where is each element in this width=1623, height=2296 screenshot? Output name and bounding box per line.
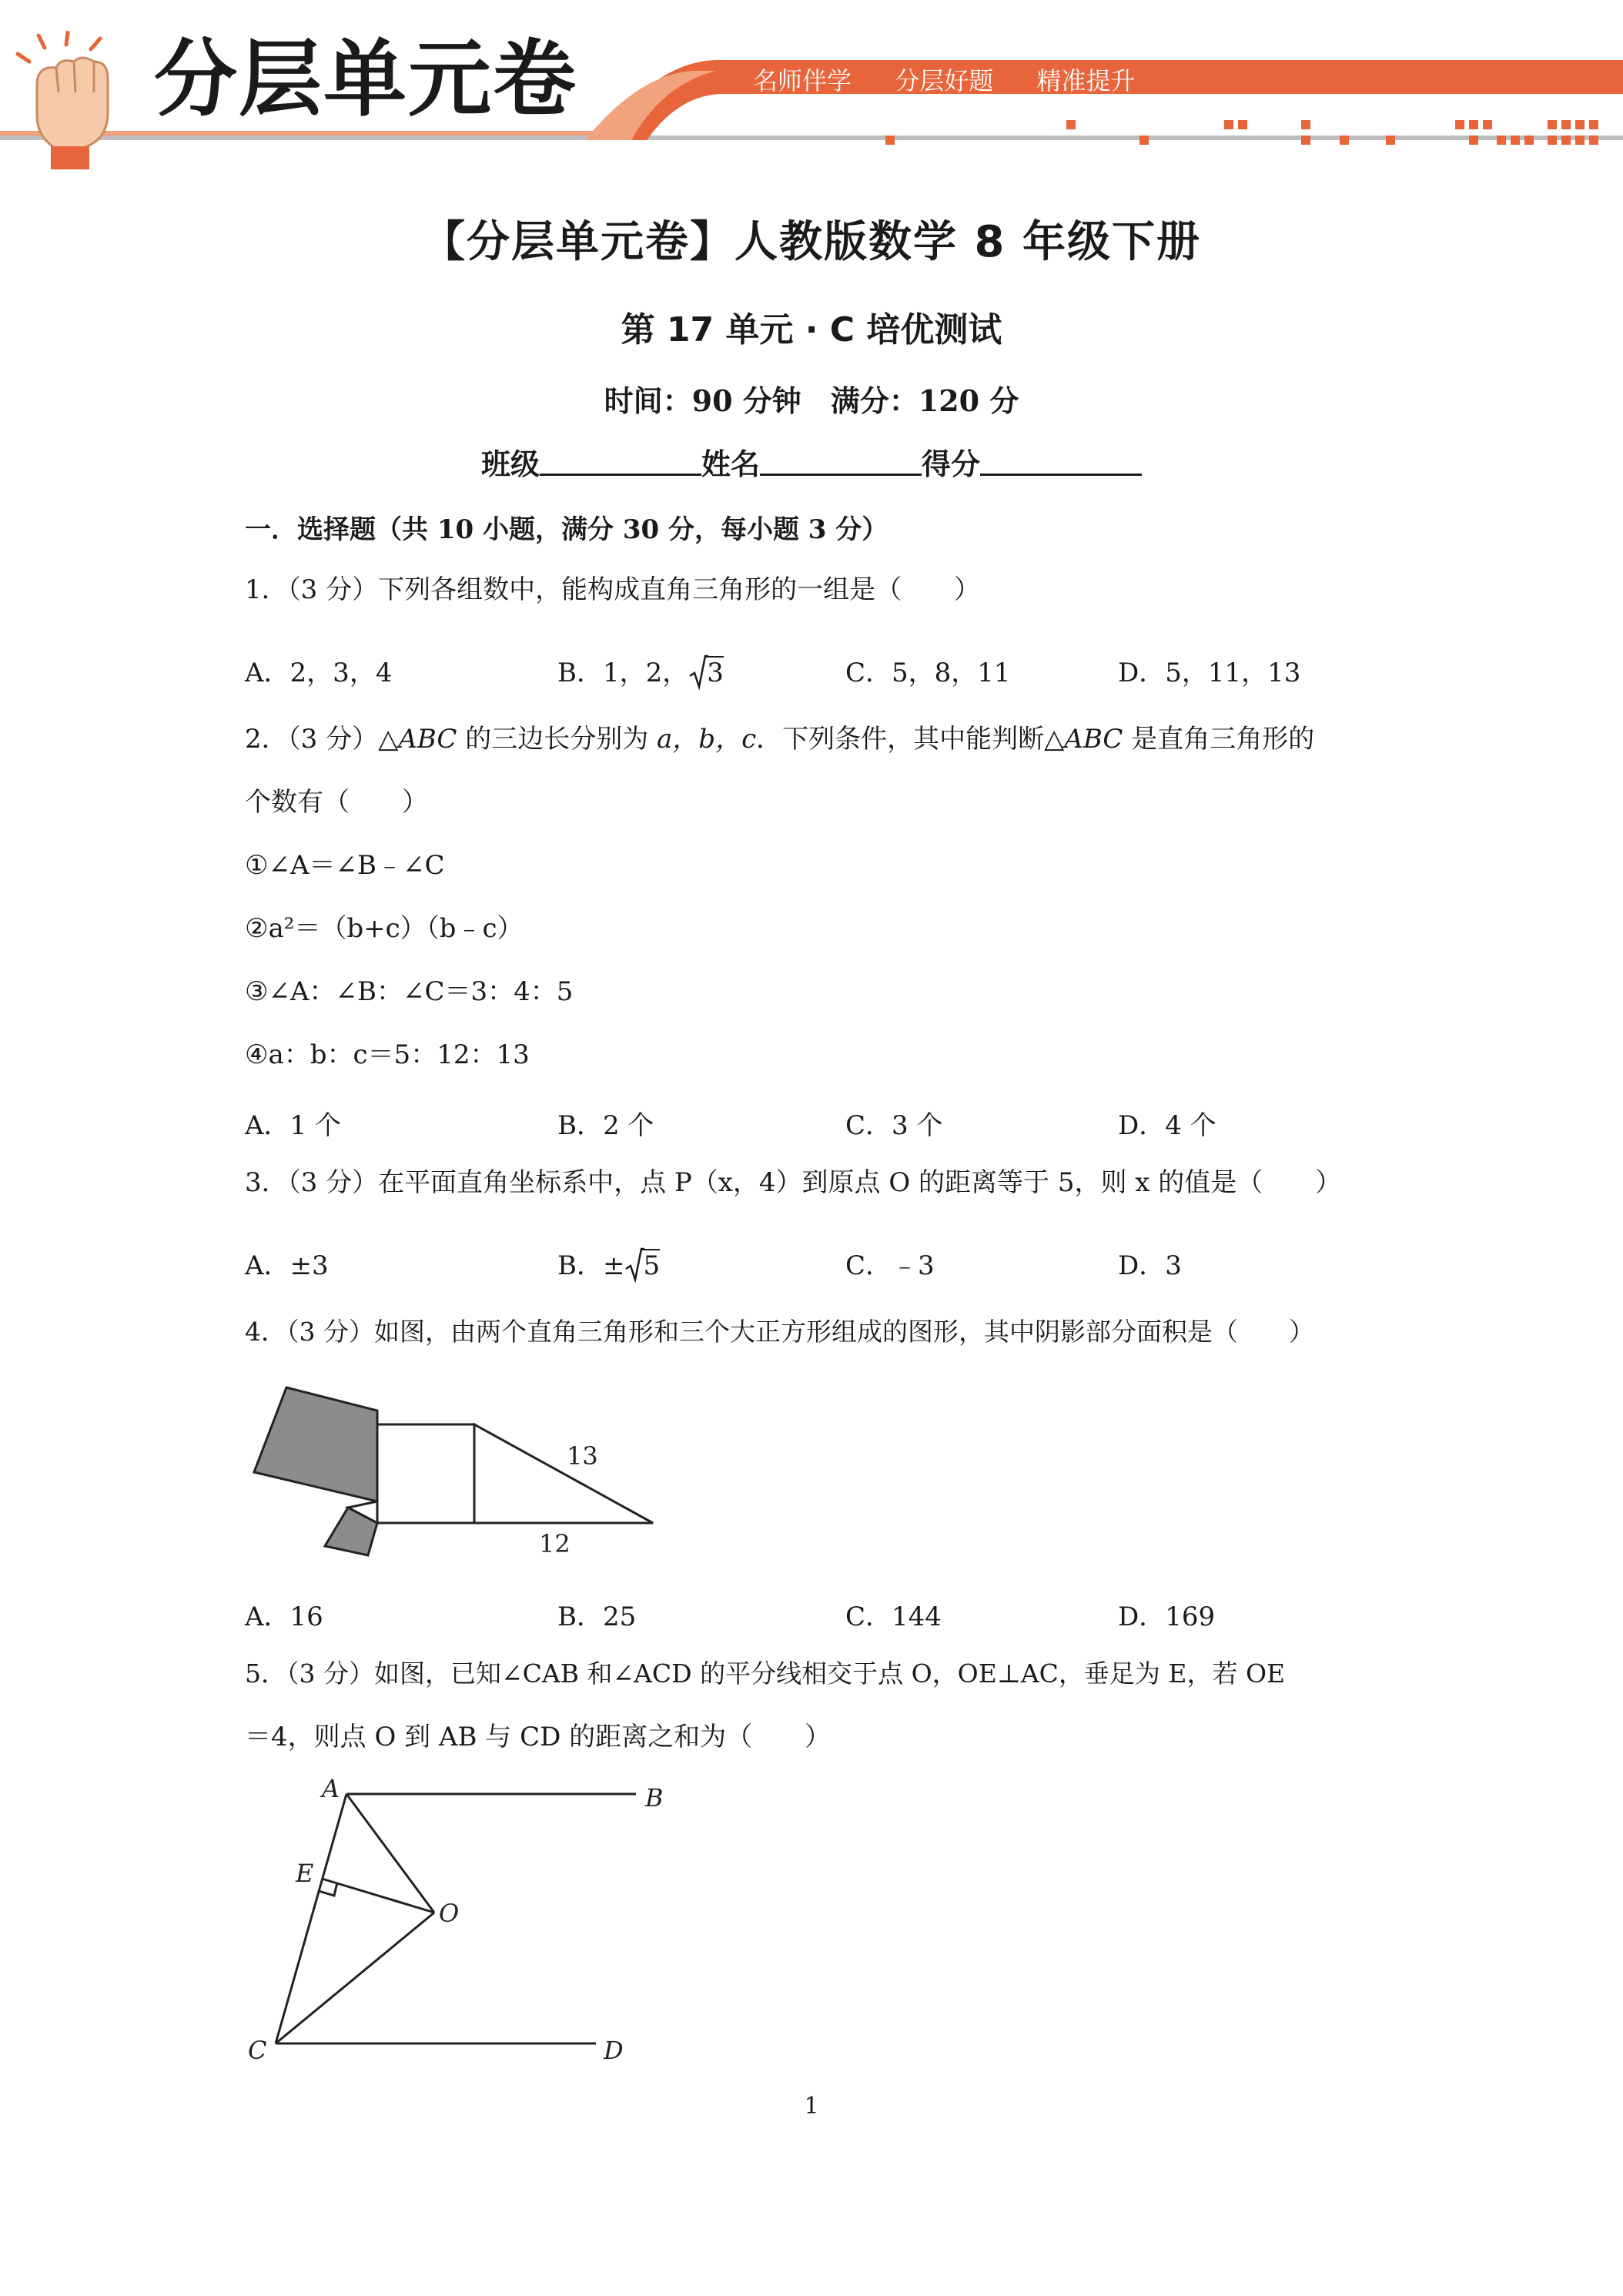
field-label-class: 班级	[480, 447, 540, 481]
q2-option-a: A．1 个	[245, 1110, 341, 1141]
sqrt-radicand: 5	[643, 1250, 661, 1281]
question-2-stem-cont: 个数有（ ）	[245, 787, 428, 818]
q4-label-base: 12	[539, 1529, 571, 1558]
q2-condition-3: ③∠A：∠B：∠C＝3：4：5	[245, 976, 574, 1007]
score-blank[interactable]	[980, 446, 1142, 476]
time-score-line: 时间：90 分钟 满分：120 分	[604, 383, 1019, 418]
q3-option-b: B．± 5	[557, 1250, 661, 1281]
q5-label-b: B	[645, 1783, 664, 1812]
q1-option-c: C．5，8，11	[845, 658, 1011, 688]
q1-option-b: B．1，2， 3	[557, 658, 724, 688]
name-blank[interactable]	[760, 446, 922, 476]
q5-label-a: A	[322, 1774, 340, 1803]
page-title: 【分层单元卷】人教版数学 8 年级下册	[422, 217, 1201, 267]
q4-figure	[245, 1378, 661, 1571]
field-label-score: 得分	[922, 447, 981, 481]
q2-condition-4: ④a：b：c＝5：12：13	[245, 1039, 530, 1070]
slogan-item: 分层好题	[895, 66, 994, 95]
slogan-item: 名师伴学	[753, 66, 852, 95]
q2-condition-1: ①∠A＝∠B﹣∠C	[245, 850, 445, 881]
fist-icon	[14, 31, 129, 169]
q4-label-hyp: 13	[567, 1441, 598, 1471]
q2-option-b: B．2 个	[557, 1110, 654, 1141]
question-3-stem: 3．（3 分）在平面直角坐标系中，点 P（x，4）到原点 O 的距离等于 5，则 x 的值是（ ）	[245, 1167, 1342, 1198]
q2-option-d: D．4 个	[1118, 1110, 1216, 1141]
q4-option-b: B．25	[557, 1602, 637, 1632]
page-subtitle: 第 17 单元 · C 培优测试	[621, 310, 1002, 350]
q4-option-d: D．169	[1118, 1602, 1216, 1632]
q2-condition-2: ②a²＝（b+c）（b﹣c）	[245, 913, 524, 944]
q5-label-c: C	[248, 2036, 267, 2063]
question-2-stem: 2．（3 分）△ABC 的三边长分别为 a，b，c．下列条件，其中能判断△ABC 是直角三角形的	[245, 724, 1315, 755]
q1-option-a: A．2，3，4	[245, 658, 393, 688]
sqrt-radicand: 3	[707, 658, 724, 688]
question-5-stem: 5．（3 分）如图，已知∠CAB 和∠ACD 的平分线相交于点 O，OE⊥AC，垂足为 E，若 OE	[245, 1658, 1286, 1689]
brand-title: 分层单元卷	[154, 32, 578, 128]
student-fields	[0, 440, 1623, 483]
q2-option-c: C．3 个	[845, 1110, 943, 1141]
field-label-name: 姓名	[701, 447, 760, 481]
q5-figure	[245, 1771, 676, 2063]
section-heading: 一．选择题（共 10 小题，满分 30 分，每小题 3 分）	[245, 514, 888, 545]
question-5-stem-cont: ＝4，则点 O 到 AB 与 CD 的距离之和为（ ）	[245, 1722, 832, 1752]
q5-label-o: O	[439, 1899, 460, 1928]
class-blank[interactable]	[540, 446, 701, 476]
q5-label-e: E	[296, 1859, 314, 1888]
question-4-stem: 4．（3 分）如图，由两个直角三角形和三个大正方形组成的图形，其中阴影部分面积是（ ）	[245, 1317, 1314, 1347]
q4-option-a: A．16	[245, 1602, 323, 1632]
q5-label-d: D	[604, 2036, 624, 2063]
page-number: 1	[804, 2093, 819, 2120]
q3-option-d: D．3	[1118, 1250, 1182, 1281]
q4-option-c: C．144	[845, 1602, 942, 1632]
q3-option-a: A．±3	[245, 1250, 329, 1281]
slogan-item: 精准提升	[1036, 66, 1136, 95]
q3-option-c: C．﹣3	[845, 1250, 935, 1281]
slogan	[753, 62, 1164, 97]
q1-option-d: D．5，11，13	[1118, 658, 1301, 688]
question-1-stem: 1．（3 分）下列各组数中，能构成直角三角形的一组是（ ）	[245, 574, 981, 605]
